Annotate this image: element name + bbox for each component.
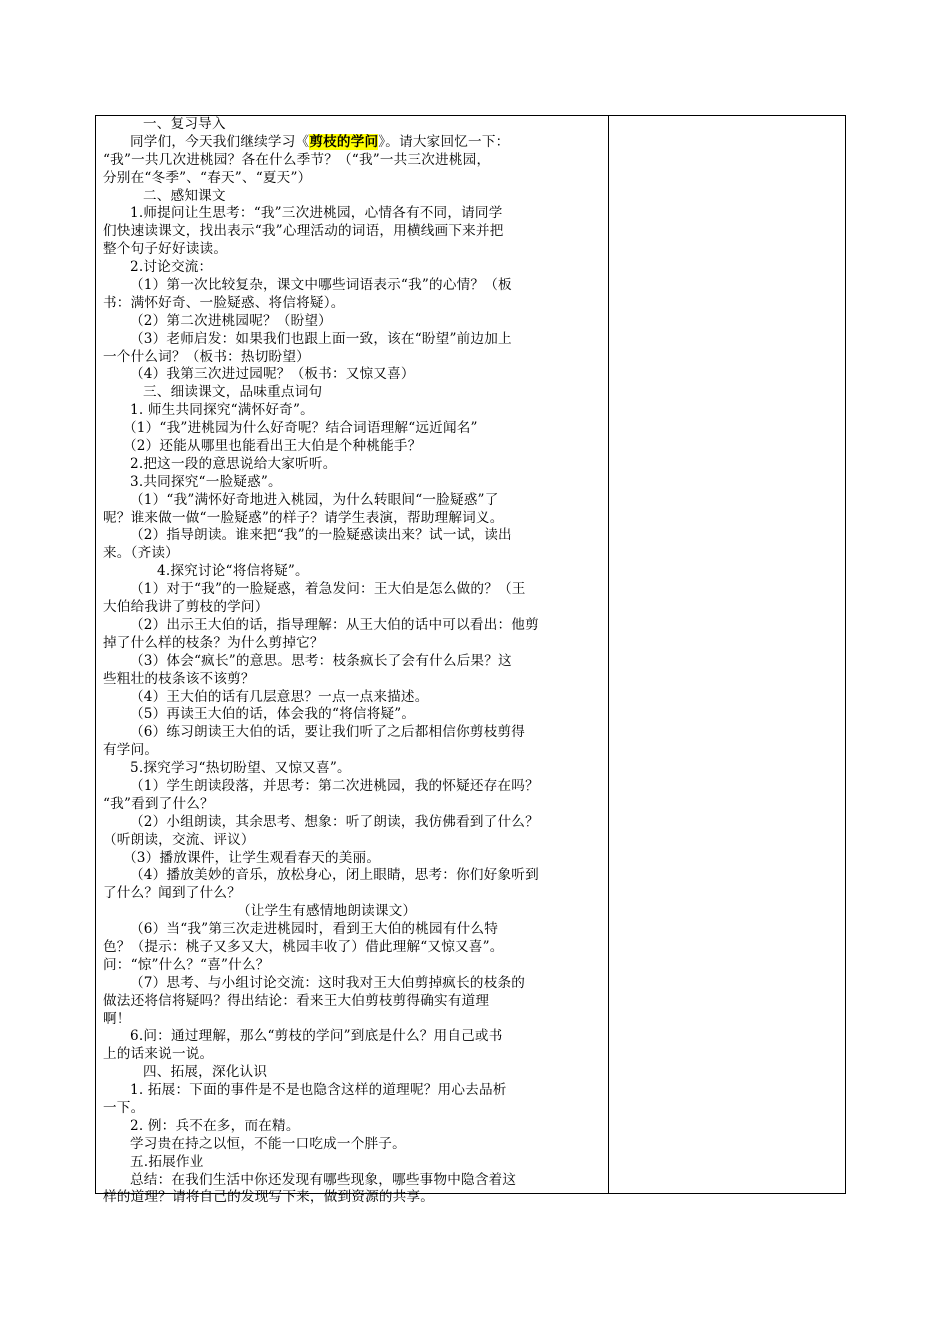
line-text: 2.讨论交流： (130, 259, 213, 276)
text-line (103, 921, 600, 939)
text-line (103, 832, 600, 850)
line-text: 同学们，今天我们继续学习《 (130, 133, 310, 150)
text-line (103, 295, 600, 313)
text-line (103, 1172, 600, 1190)
text-line (103, 706, 600, 724)
line-text: （6）练习朗读王大伯的话，要让我们听了之后都相信你剪枝剪得 (130, 724, 526, 741)
line-text: 2. 例：兵不在多，而在精。 (130, 1117, 300, 1134)
text-line (103, 188, 600, 206)
text-line (103, 331, 600, 349)
line-text: 1. 师生共同探究“满怀好奇”。 (130, 402, 314, 419)
text-line (103, 742, 600, 760)
line-text: （4）王大伯的话有几层意思？一点一点来描述。 (130, 688, 429, 705)
line-text: 五.拓展作业 (130, 1153, 204, 1170)
line-text: 做法还将信将疑吗？得出结论：看来王大伯剪枝剪得确实有道理 (103, 992, 490, 1009)
text-line (103, 581, 600, 599)
line-text: 呢？谁来做一做“一脸疑惑”的样子？请学生表演，帮助理解词义。 (103, 509, 504, 526)
line-text: “我”一共几次进桃园？各在什么季节？（“我”一共三次进桃园， (103, 151, 491, 168)
line-text: 一下。 (103, 1099, 145, 1116)
text-line (103, 653, 600, 671)
line-text: （1）“我”进桃园为什么好奇呢？结合词语理解“远近闻名” (123, 420, 478, 437)
line-text: （2）还能从哪里也能看出王大伯是个种桃能手？ (123, 438, 422, 455)
line-text: （2）指导朗读。谁来把“我”的一脸疑惑读出来？试一试，读出 (130, 527, 512, 544)
text-line (103, 814, 600, 832)
text-line (103, 134, 600, 152)
line-text: 5.探究学习“热切盼望、又惊又喜”。 (130, 760, 351, 777)
text-line (103, 957, 600, 975)
line-text: 书：满怀好奇、一脸疑惑、将信将疑）。 (103, 294, 345, 311)
text-line (103, 850, 600, 868)
notes-cell (609, 116, 845, 1193)
lesson-content-cell (103, 116, 600, 1207)
line-text: （3）老师启发：如果我们也跟上面一致，该在“盼望”前边加上 (130, 330, 512, 347)
line-text-after: 》。请大家回忆一下： (378, 133, 510, 150)
text-line (103, 635, 600, 653)
text-line (103, 527, 600, 545)
line-text: 学习贵在持之以恒，不能一口吃成一个胖子。 (130, 1135, 406, 1152)
line-text: （听朗读，交流、评议） (103, 831, 255, 848)
line-text: （1）对于“我”的一脸疑惑，着急发问：王大伯是怎么做的？（王 (130, 581, 526, 598)
line-text: 啊！ (103, 1010, 131, 1027)
line-text: （3）播放课件，让学生观看春天的美丽。 (123, 849, 381, 866)
text-line (103, 599, 600, 617)
text-line (103, 903, 600, 921)
text-line (103, 474, 600, 492)
text-line (103, 277, 600, 295)
text-line (103, 796, 600, 814)
text-line (103, 152, 600, 170)
line-text: （2）出示王大伯的话，指导理解：从王大伯的话中可以看出：他剪 (130, 616, 539, 633)
text-line (103, 778, 600, 796)
text-line (103, 1118, 600, 1136)
line-text: 整个句子好好读读。 (103, 241, 228, 258)
text-line (103, 366, 600, 384)
line-text: 三、细读课文，品味重点词句 (143, 384, 323, 401)
line-text: 们快速读课文，找出表示“我”心理活动的词语，用横线画下来并把 (103, 223, 504, 240)
text-line (103, 1064, 600, 1082)
text-line (103, 939, 600, 957)
line-text: （5）再读王大伯的话，体会我的“将信将疑”。 (130, 706, 416, 723)
line-text: 些粗壮的枝条该不该剪？ (103, 670, 255, 687)
line-text: 2.把这一段的意思说给大家听听。 (130, 455, 337, 472)
line-text: 总结：在我们生活中你还发现有哪些现象，哪些事物中隐含着这 (130, 1171, 517, 1188)
text-line (103, 993, 600, 1011)
text-line (103, 402, 600, 420)
text-line (103, 259, 600, 277)
line-text: 四、拓展，深化认识 (143, 1064, 268, 1081)
text-line (103, 1011, 600, 1029)
line-text: （3）体会“疯长”的意思。思考：枝条疯长了会有什么后果？这 (130, 652, 512, 669)
line-text: （1）学生朗读段落，并思考：第二次进桃园，我的怀疑还存在吗？ (130, 777, 539, 794)
line-text: 二、感知课文 (143, 187, 226, 204)
text-line (103, 760, 600, 778)
line-text: 问：“惊”什么？“喜”什么？ (103, 956, 270, 973)
line-text: 1. 拓展：下面的事件是不是也隐含这样的道理呢？用心去品析 (130, 1082, 507, 1099)
line-text: （1）第一次比较复杂，课文中哪些词语表示“我”的心情？（板 (130, 277, 512, 294)
text-line (103, 492, 600, 510)
text-line (103, 1189, 600, 1207)
text-line (103, 384, 600, 402)
line-text: 6.问：通过理解，那么“剪枝的学问”到底是什么？用自己或书 (130, 1028, 503, 1045)
line-text: 上的话来说一说。 (103, 1046, 214, 1063)
text-line (103, 420, 600, 438)
line-text: 了什么？闻到了什么？ (103, 885, 241, 902)
line-text: （2）第二次进桃园呢？（盼望） (130, 312, 332, 329)
line-text: （4）我第三次进过园呢？（板书：又惊又喜） (130, 366, 415, 383)
line-text: 4.探究讨论“将信将疑”。 (157, 563, 309, 580)
text-line (103, 510, 600, 528)
line-text: 色？（提示：桃子又多又大，桃园丰收了）借此理解“又惊又喜”。 (103, 938, 504, 955)
text-line (103, 1100, 600, 1118)
line-text: 大伯给我讲了剪枝的学问） (103, 599, 269, 616)
lesson-plan-table (95, 115, 846, 1206)
line-text: 样的道理？请将自己的发现写下来，做到资源的共享。 (103, 1189, 435, 1206)
line-text: 一个什么词？（板书：热切盼望） (103, 348, 310, 365)
line-text: （2）小组朗读，其余思考、想象：听了朗读，我仿佛看到了什么？ (130, 813, 539, 830)
line-text: 掉了什么样的枝条？为什么剪掉它？ (103, 634, 324, 651)
text-line (103, 1136, 600, 1154)
line-text: （让学生有感情地朗读课文） (237, 903, 417, 920)
line-text: （6）当“我”第三次走进桃园时，看到王大伯的桃园有什么特 (130, 921, 498, 938)
text-line (103, 349, 600, 367)
line-text: 来。（齐读） (103, 545, 179, 562)
text-line (103, 205, 600, 223)
text-line (103, 1046, 600, 1064)
text-line (103, 1028, 600, 1046)
line-text: （7）思考、与小组讨论交流：这时我对王大伯剪掉疯长的枝条的 (130, 974, 526, 991)
text-line (103, 671, 600, 689)
highlighted-title: 剪枝的学问 (309, 133, 379, 150)
text-line (103, 975, 600, 993)
text-line (103, 617, 600, 635)
text-line (103, 689, 600, 707)
line-text: 一、复习导入 (143, 116, 226, 132)
text-line (103, 313, 600, 331)
text-line (103, 116, 600, 134)
text-line (103, 170, 600, 188)
line-text: 分别在“冬季”、“春天”、“夏天”） (103, 169, 312, 186)
text-line (103, 867, 600, 885)
line-text: （4）播放美妙的音乐，放松身心，闭上眼睛，思考：你们好象听到 (130, 867, 539, 884)
text-line (103, 241, 600, 259)
text-line (103, 1154, 600, 1172)
line-text: （1）“我”满怀好奇地进入桃园，为什么转眼间“一脸疑惑”了 (130, 491, 499, 508)
text-line (103, 724, 600, 742)
text-line (103, 545, 600, 563)
text-line (103, 885, 600, 903)
text-line (103, 1082, 600, 1100)
text-line (103, 438, 600, 456)
line-text: “我”看到了什么？ (103, 795, 214, 812)
line-text: 1.师提问让生思考：“我”三次进桃园，心情各有不同，请同学 (130, 205, 503, 222)
text-line (103, 563, 600, 581)
line-text: 3.共同探究“一脸疑惑”。 (130, 473, 282, 490)
text-line (103, 223, 600, 241)
line-text: 有学问。 (103, 742, 159, 759)
text-line (103, 456, 600, 474)
